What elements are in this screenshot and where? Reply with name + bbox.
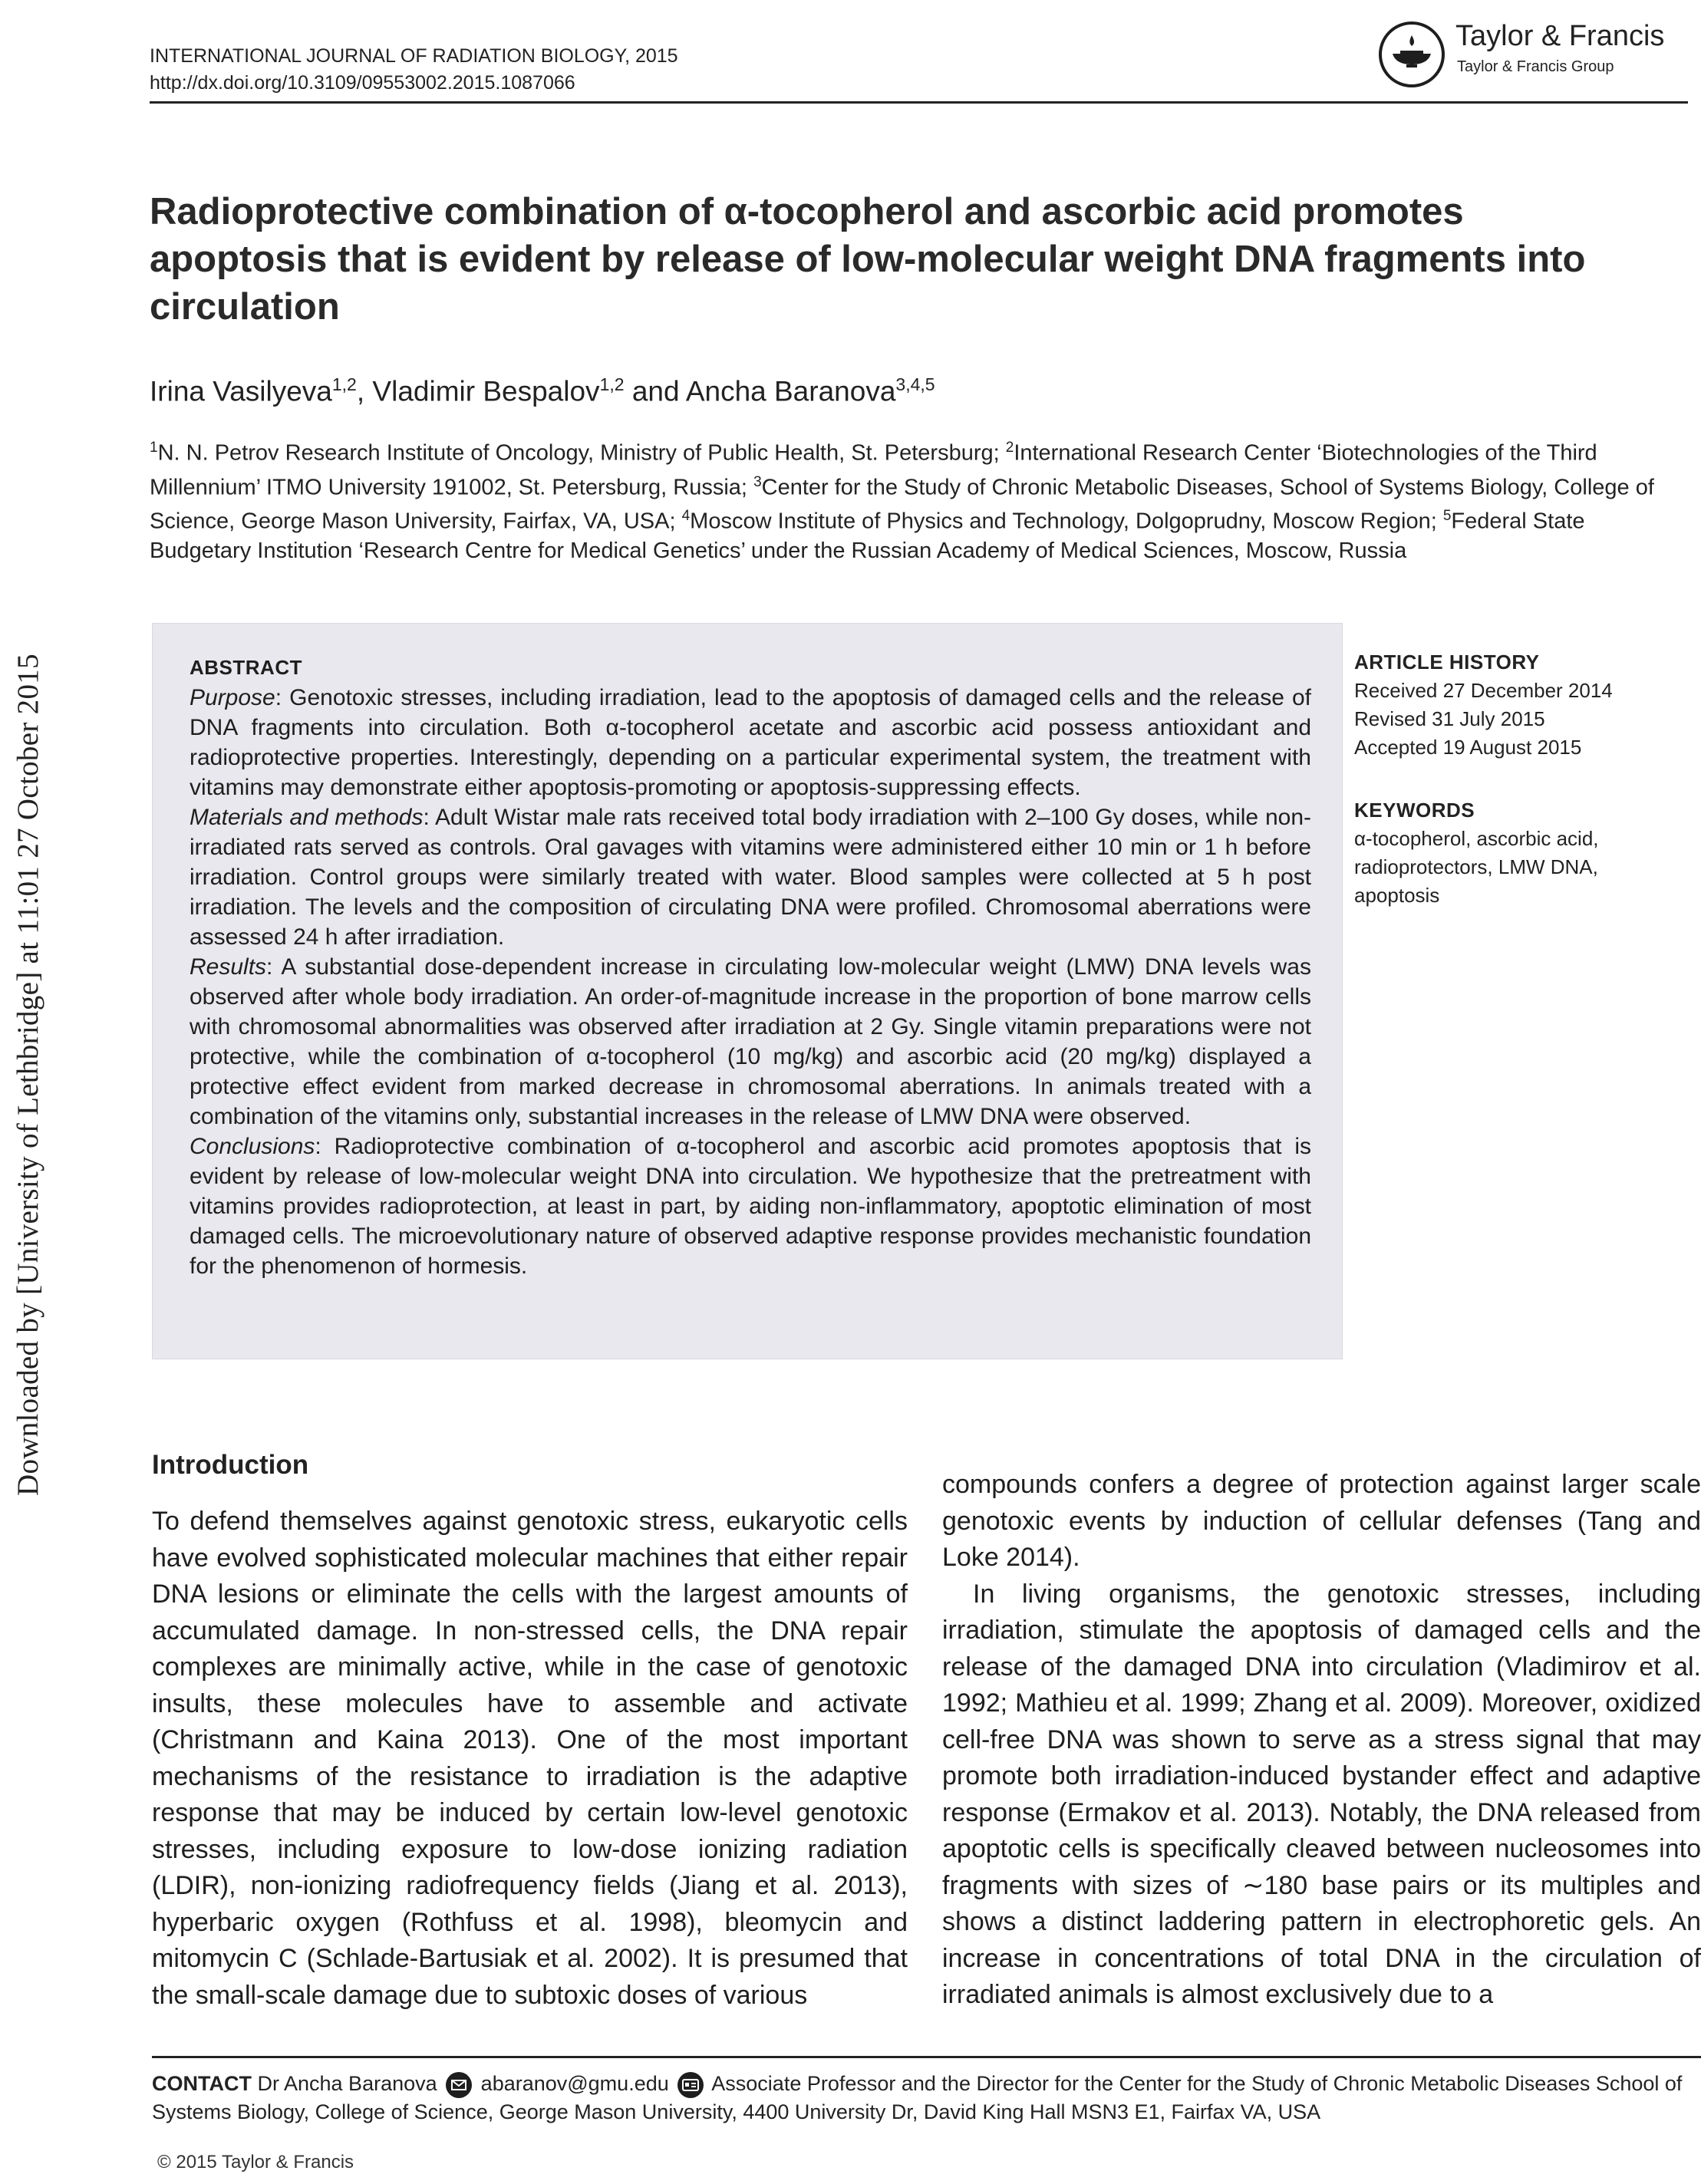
abstract-methods-label: Materials and methods <box>190 805 424 830</box>
affiliation-number: 1 <box>150 440 158 456</box>
author-name[interactable]: Irina Vasilyeva <box>150 375 332 407</box>
author-affiliation-ref: 1,2 <box>599 374 625 394</box>
affiliation-text: Moscow Institute of Physics and Technology, Dolgoprudny, Moscow Region; <box>690 509 1443 534</box>
abstract-results <box>190 952 1311 1132</box>
abstract-methods-text: : Adult Wistar male rats received total body irradiation with 2–100 Gy doses, while non-irradiated rats served as controls. Oral gavages with vitamins were administered either 10 min or 1 h before irradiation. Control groups were similarly treated with water. Blood samples were collected at 5 h post irradiation. The levels and the composition of circulating DNA were profiled. Chromosomal aberrations were assessed 24 h after irradiation. <box>190 805 1311 950</box>
contact-label: CONTACT <box>152 2072 252 2095</box>
affiliations <box>150 433 1657 565</box>
abstract-panel <box>152 623 1343 1359</box>
abstract-purpose-label: Purpose <box>190 685 275 710</box>
contact-details: Associate Professor and the Director for the Center for the Study of Chronic Metabolic Diseases School of Systems Biology, College of Science, George Mason University, 4400 University Dr, David King Hall MSN3 E1, Fairfax VA, USA <box>152 2072 1683 2123</box>
abstract-results-label: Results <box>190 954 267 980</box>
email-icon <box>446 2072 472 2098</box>
publisher-name: Taylor & Francis <box>1455 20 1665 52</box>
affiliation-text: N. N. Petrov Research Institute of Oncology, Ministry of Public Health, St. Petersburg; <box>157 440 1006 466</box>
contact-block <box>152 2070 1701 2126</box>
article-title: Radioprotective combination of α-tocopherol and ascorbic acid promotes apoptosis that is evident by release of low-molecular weight DNA fragments into circulation <box>150 191 1586 328</box>
introduction-heading: Introduction <box>152 1450 309 1480</box>
affiliation-number: 4 <box>681 508 691 525</box>
received-date: Received 27 December 2014 <box>1354 679 1613 702</box>
abstract-conclusions-text: : Radioprotective combination of α-tocopherol and ascorbic acid promotes apoptosis that is evident by release of low-molecular weight DNA into circulation. We hypothesize that the pretreatment with vitamins provides radioprotection, at least in part, by aiding non-inflammatory, apoptotic elimination of most damaged cells. The microevolutionary nature of observed adaptive response provides mechanistic foundation for the phenomenon of hormesis. <box>190 1134 1311 1279</box>
affiliation-number: 3 <box>753 473 762 490</box>
affiliation-number: 5 <box>1442 508 1452 525</box>
download-stamp: Downloaded by [University of Lethbridge] at 11:01 27 October 2015 <box>12 654 45 1496</box>
author-affiliation-ref: 1,2 <box>331 374 357 394</box>
doi-link[interactable]: http://dx.doi.org/10.3109/09553002.2015.1087066 <box>150 72 575 94</box>
author-name[interactable]: Vladimir Bespalov <box>372 375 600 407</box>
author-name[interactable]: Ancha Baranova <box>685 375 896 407</box>
introduction-paragraph: To defend themselves against genotoxic stress, eukaryotic cells have evolved sophisticated molecular machines that either repair DNA lesions or eliminate the cells with the largest amounts of accumulated damage. In non-stressed cells, the DNA repair complexes are minimally active, while in the case of genotoxic insults, these molecules have to assemble and activate (Christmann and Kaina 2013). One of the most important mechanisms of the resistance to irradiation is the adaptive response that may be induced by certain low-level genotoxic stresses, including exposure to low-dose ionizing radiation (LDIR), non-ionizing radiofrequency fields (Jiang et al. 2013), hyperbaric oxygen (Rothfuss et al. 1998), bleomycin and mitomycin C (Schlade-Bartusiak et al. 2002). It is presumed that the small-scale damage due to subtoxic doses of various <box>152 1507 908 2010</box>
abstract-conclusions <box>190 1132 1311 1281</box>
keywords-list: α-tocopherol, ascorbic acid, radioprotectors, LMW DNA, apoptosis <box>1354 827 1599 907</box>
keywords-heading: KEYWORDS <box>1354 799 1475 822</box>
author-separator: , <box>356 375 373 407</box>
abstract-body <box>190 653 1311 1281</box>
abstract-purpose-text: : Genotoxic stresses, including irradiation, lead to the apoptosis of damaged cells and the release of DNA fragments into circulation. Both α-tocopherol acetate and ascorbic acid possess antioxidant and radioprotective properties. Interestingly, depending on a particular experimental system, the treatment with vitamins may demonstrate either apoptosis-promoting or apoptosis-suppressing effects. <box>190 685 1311 800</box>
journal-header <box>150 43 678 97</box>
article-history-heading: ARTICLE HISTORY <box>1354 651 1540 674</box>
abstract-methods <box>190 802 1311 952</box>
introduction-right-column <box>942 1467 1701 2014</box>
author-separator: and <box>624 375 686 407</box>
affiliation-number: 2 <box>1005 440 1014 456</box>
article-metadata <box>1354 648 1676 910</box>
abstract-heading: ABSTRACT <box>190 656 302 679</box>
publisher-group: Taylor & Francis Group <box>1457 58 1614 75</box>
author-affiliation-ref: 3,4,5 <box>895 374 935 394</box>
footer-divider <box>152 2056 1701 2058</box>
author-list <box>150 374 935 407</box>
journal-name: INTERNATIONAL JOURNAL OF RADIATION BIOLOGY, 2015 <box>150 45 678 67</box>
introduction-left-column <box>152 1504 908 2014</box>
address-card-icon <box>677 2072 704 2098</box>
publisher-logo[interactable] <box>1379 15 1665 100</box>
affiliation-text: International Research Center ‘Biotechnologies of the Third Millennium’ ITMO University 191002, St. Petersburg, Russia; <box>150 440 1597 500</box>
revised-date: Revised 31 July 2015 <box>1354 707 1545 730</box>
publisher-lamp-icon <box>1379 21 1445 87</box>
contact-name: Dr Ancha Baranova <box>257 2072 437 2095</box>
abstract-conclusions-label: Conclusions <box>190 1134 315 1159</box>
affiliation-text: Center for the Study of Chronic Metabolic Diseases, School of Systems Biology, College of Science, George Mason University, Fairfax, VA, USA; <box>150 475 1654 534</box>
introduction-paragraph: In living organisms, the genotoxic stresses, including irradiation, stimulate the apoptosis of damaged cells and the release of the damaged DNA into circulation (Vladimirov et al. 1992; Mathieu et al. 1999; Zhang et al. 2009). Moreover, oxidized cell-free DNA was shown to serve as a stress signal that may promote both irradiation-induced bystander effect and adaptive response (Ermakov et al. 2013). Notably, the DNA released from apoptotic cells is specifically cleaved between nucleosomes into fragments with sizes of ∼180 base pairs or its multiples and shows a distinct laddering pattern in electrophoretic gels. An increase in concentrations of total DNA in the circulation of irradiated animals is almost exclusively due to a <box>942 1579 1701 2009</box>
accepted-date: Accepted 19 August 2015 <box>1354 736 1582 759</box>
copyright-notice: © 2015 Taylor & Francis <box>157 2152 354 2172</box>
contact-email[interactable]: abaranov@gmu.edu <box>480 2072 669 2095</box>
header-divider <box>150 101 1688 104</box>
abstract-results-text: : A substantial dose-dependent increase in circulating low-molecular weight (LMW) DNA levels was observed after whole body irradiation. An order-of-magnitude increase in the proportion of bone marrow cells with chromosomal abnormalities was observed after irradiation at 2 Gy. Single vitamin preparations were not protective, while the combination of α-tocopherol (10 mg/kg) and ascorbic acid (20 mg/kg) displayed a protective effect evident from marked decrease in chromosomal aberrations. In animals treated with a combination of the vitamins only, substantial increases in the release of LMW DNA were observed. <box>190 954 1311 1129</box>
affiliation-text: Federal State Budgetary Institution ‘Research Centre for Medical Genetics’ under the Russian Academy of Medical Sciences, Moscow, Russia <box>150 509 1585 563</box>
introduction-paragraph: compounds confers a degree of protection against larger scale genotoxic events by induction of cellular defenses (Tang and Loke 2014). <box>942 1470 1701 1572</box>
abstract-purpose <box>190 683 1311 802</box>
